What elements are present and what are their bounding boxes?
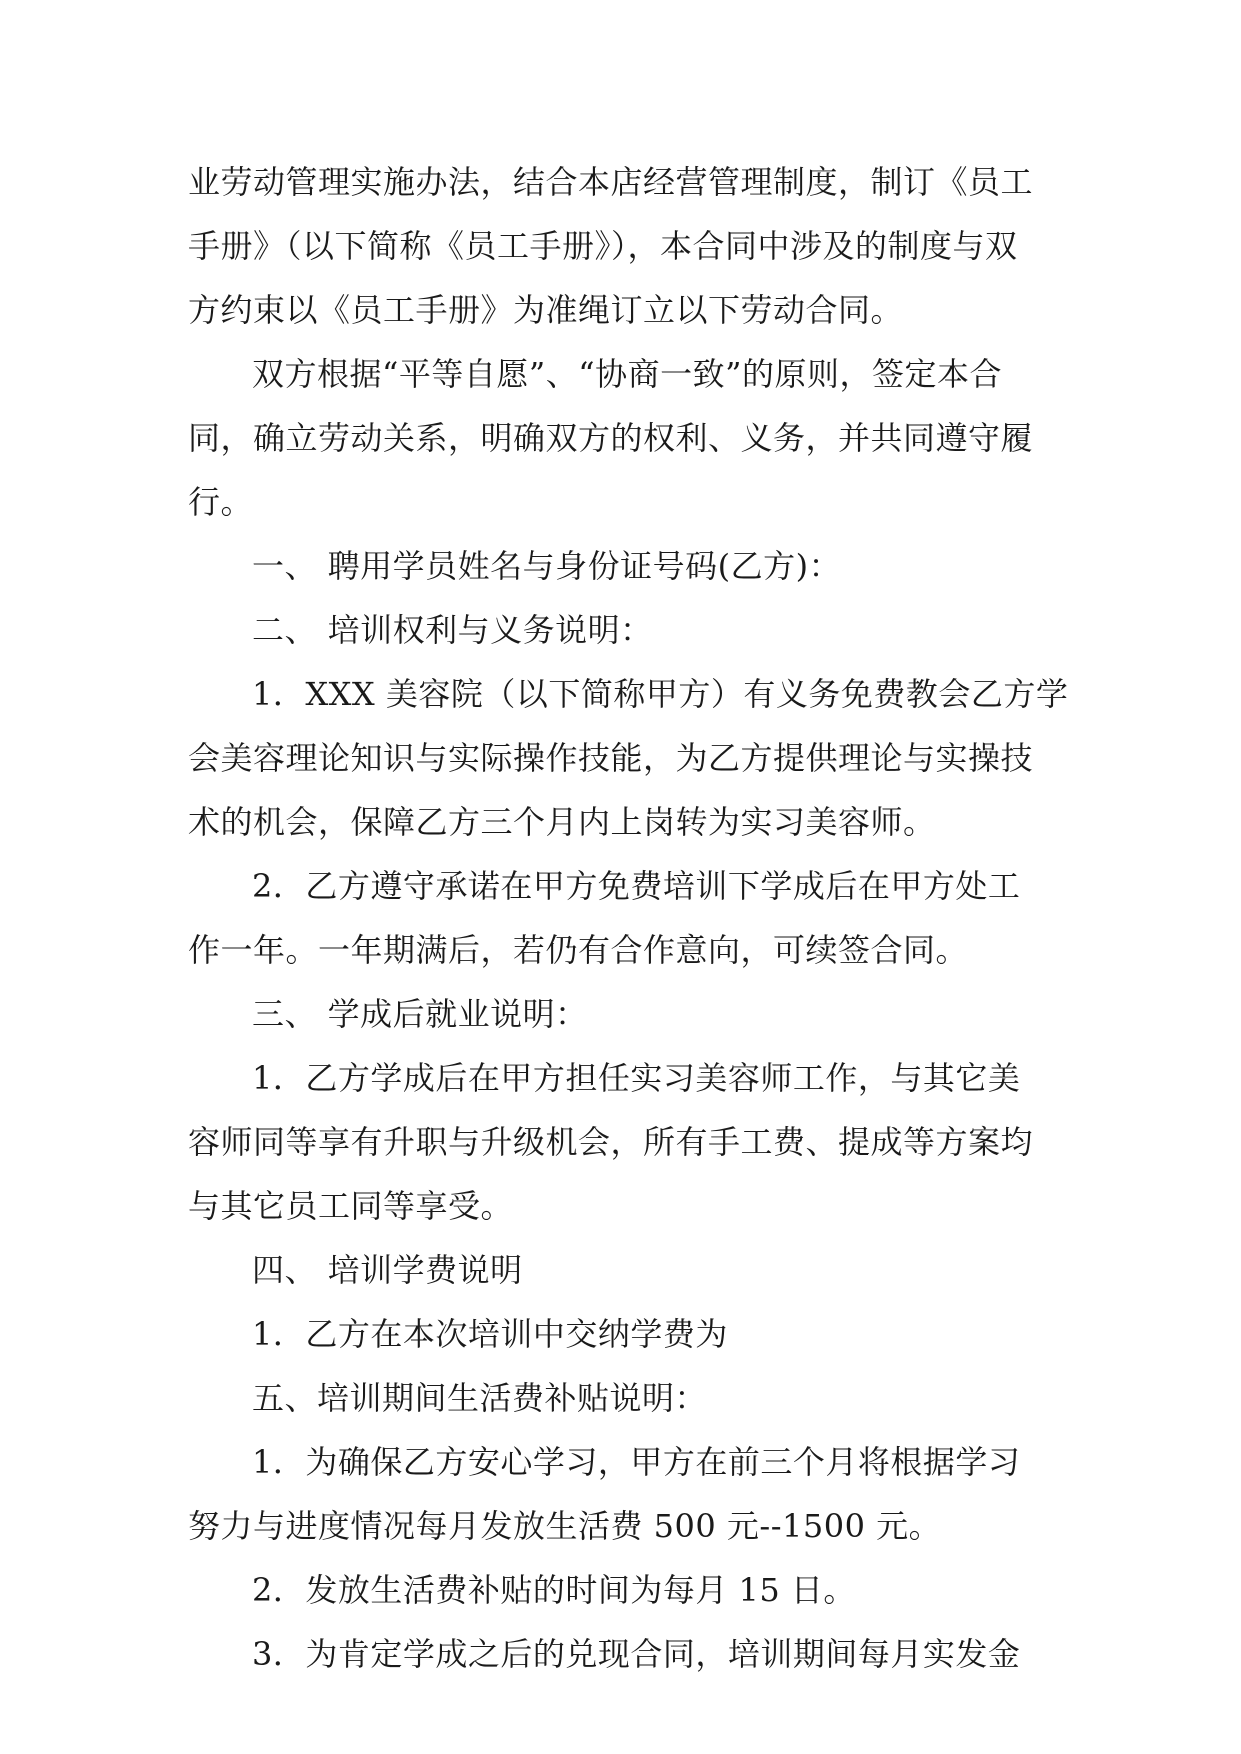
text-line: 手册》（以下简称《员工手册》），本合同中涉及的制度与双 bbox=[188, 227, 1018, 265]
text-line: 作一年。一年期满后，若仍有合作意向，可续签合同。 bbox=[188, 931, 969, 969]
text-line: 方约束以《员工手册》为准绳订立以下劳动合同。 bbox=[188, 291, 904, 329]
text-line: 会美容理论知识与实际操作技能，为乙方提供理论与实操技 bbox=[188, 739, 1034, 777]
section-heading-4: 四、 培训学费说明 bbox=[252, 1251, 523, 1289]
text-line: 容师同等享有升职与升级机会，所有手工费、提成等方案均 bbox=[188, 1123, 1034, 1161]
clause-2-1: 1．XXX 美容院（以下简称甲方）有义务免费教会乙方学 bbox=[252, 675, 1069, 713]
clause-5-1: 1．为确保乙方安心学习，甲方在前三个月将根据学习 bbox=[252, 1443, 1021, 1481]
text-line: 与其它员工同等享受。 bbox=[188, 1187, 514, 1225]
section-heading-1: 一、 聘用学员姓名与身份证号码(乙方)： bbox=[252, 547, 842, 585]
section-heading-2: 二、 培训权利与义务说明： bbox=[252, 611, 653, 649]
paragraph-start: 双方根据“平等自愿”、“协商一致”的原则，签定本合 bbox=[252, 355, 1002, 393]
contract-body bbox=[188, 150, 1069, 1686]
clause-3-1: 1．乙方学成后在甲方担任实习美容师工作，与其它美 bbox=[252, 1059, 1021, 1097]
text-line: 同，确立劳动关系，明确双方的权利、义务，并共同遵守履 bbox=[188, 419, 1034, 457]
text-line: 业劳动管理实施办法，结合本店经营管理制度，制订《员工 bbox=[188, 163, 1034, 201]
text-line: 努力与进度情况每月发放生活费 500 元--1500 元。 bbox=[188, 1507, 942, 1545]
section-heading-3: 三、 学成后就业说明： bbox=[252, 995, 588, 1033]
clause-5-2: 2．发放生活费补贴的时间为每月 15 日。 bbox=[252, 1571, 856, 1609]
clause-4-1: 1．乙方在本次培训中交纳学费为 bbox=[252, 1315, 728, 1353]
clause-2-2: 2．乙方遵守承诺在甲方免费培训下学成后在甲方处工 bbox=[252, 867, 1021, 905]
text-line: 行。 bbox=[188, 483, 254, 521]
clause-5-3: 3．为肯定学成之后的兑现合同，培训期间每月实发金 bbox=[252, 1635, 1021, 1673]
text-line: 术的机会，保障乙方三个月内上岗转为实习美容师。 bbox=[188, 803, 936, 841]
section-heading-5: 五、培训期间生活费补贴说明： bbox=[252, 1379, 708, 1417]
